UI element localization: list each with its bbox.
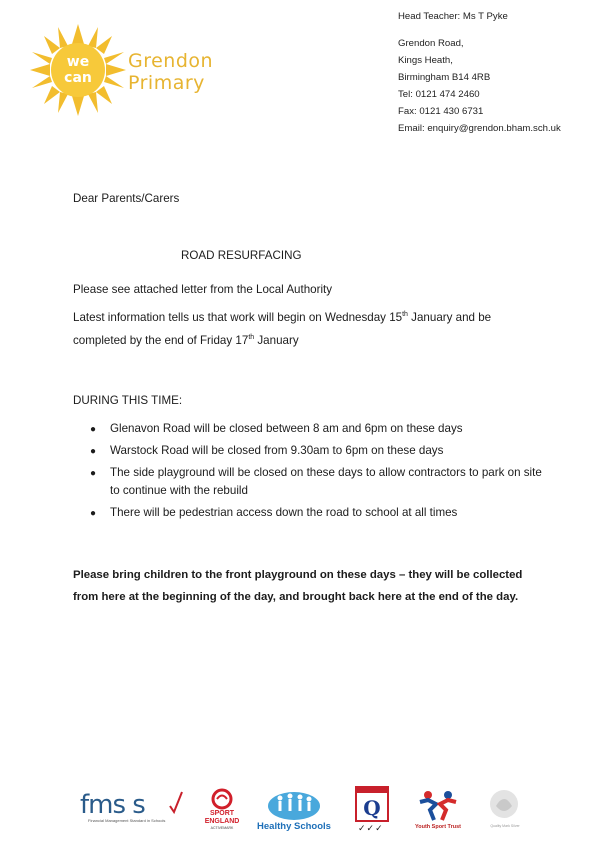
svg-text:we: we [66,54,90,70]
during-heading: DURING THIS TIME: [73,394,183,407]
instruction-paragraph: Please bring children to the front playground on these days – they will be collected from here at the beginning of the day, and brought back here at the end of the day. [73,569,523,603]
quality-mark-icon [354,786,390,822]
list-item [88,464,548,500]
paragraph-attached-letter: Please see attached letter from the Local Authority [73,283,333,296]
telephone: Tel: 0121 474 2460 [398,89,480,100]
para2-sup2: th [248,334,255,342]
quality-mark-silver-label: Quality Mark Silver [490,824,520,828]
fms-logo [80,790,190,830]
address-line3: Birmingham B14 4RB [398,72,491,83]
list-item-text: Glenavon Road will be closed between 8 am and 6pm on these days [110,422,463,435]
address-block [398,8,603,137]
healthy-schools-label: Healthy Schools [257,821,331,832]
paragraph-dates [73,306,543,352]
checkmark-icon [168,790,184,816]
youth-sport-trust-icon [416,788,460,822]
head-teacher: Head Teacher: Ms T Pyke [398,11,508,22]
youth-sport-trust-logo [410,788,466,836]
bullet-icon: ● [90,424,97,435]
salutation: Dear Parents/Carers [73,192,180,205]
address-line1: Grendon Road, [398,38,464,49]
quality-ticks: ✓✓✓ [358,823,384,833]
sun-logo-icon [28,22,128,118]
svg-text:Q: Q [363,796,381,820]
bullet-icon: ● [90,446,97,457]
para2-part-c: January [254,334,299,347]
para2-sup1: th [402,311,408,319]
sport-england-line3: ACTIVEMARK [210,826,234,830]
list-item-text: Warstock Road will be closed from 9.30am to 6pm on these days [110,444,444,457]
bullet-icon: ● [90,468,97,479]
list-item [88,442,548,460]
address-line2: Kings Heath, [398,55,453,66]
list-item-text: The side playground will be closed on these days to allow contractors to park on site to continue with the rebuild [110,466,542,497]
bullet-icon: ● [90,508,97,519]
closure-list [88,420,548,526]
sport-england-line1: SPORT [209,810,235,817]
list-item [88,420,548,438]
sport-england-line2: ENGLAND [204,818,240,825]
youth-sport-trust-label: Youth Sport Trust [414,824,462,830]
fms-logo-text: fms s [80,790,145,820]
school-logo [28,22,228,118]
para2-part-b: January and be completed by the end of Friday 17 [73,311,492,347]
school-name [128,50,213,94]
healthy-schools-icon [266,788,322,820]
quality-mark-logo [354,786,390,838]
fax: Fax: 0121 430 6731 [398,106,484,117]
list-item-text: There will be pedestrian access down the road to school at all times [110,506,458,519]
fms-logo-caption: Financial Management Standard in Schools [88,818,166,823]
quality-mark-silver-logo [478,788,530,834]
school-name-line1: Grendon [128,50,214,72]
letter-subject: ROAD RESURFACING [181,249,302,262]
sport-england-icon [211,788,233,810]
svg-text:can: can [64,70,92,86]
school-name-line2: Primary [128,72,205,94]
email: Email: enquiry@grendon.bham.sch.uk [398,123,561,134]
para2-part-a: Latest information tells us that work will begin on Wednesday 15 [73,311,403,324]
list-item [88,504,548,522]
healthy-schools-logo [252,788,336,834]
quality-mark-silver-icon [484,788,524,822]
sport-england-logo [200,788,244,838]
